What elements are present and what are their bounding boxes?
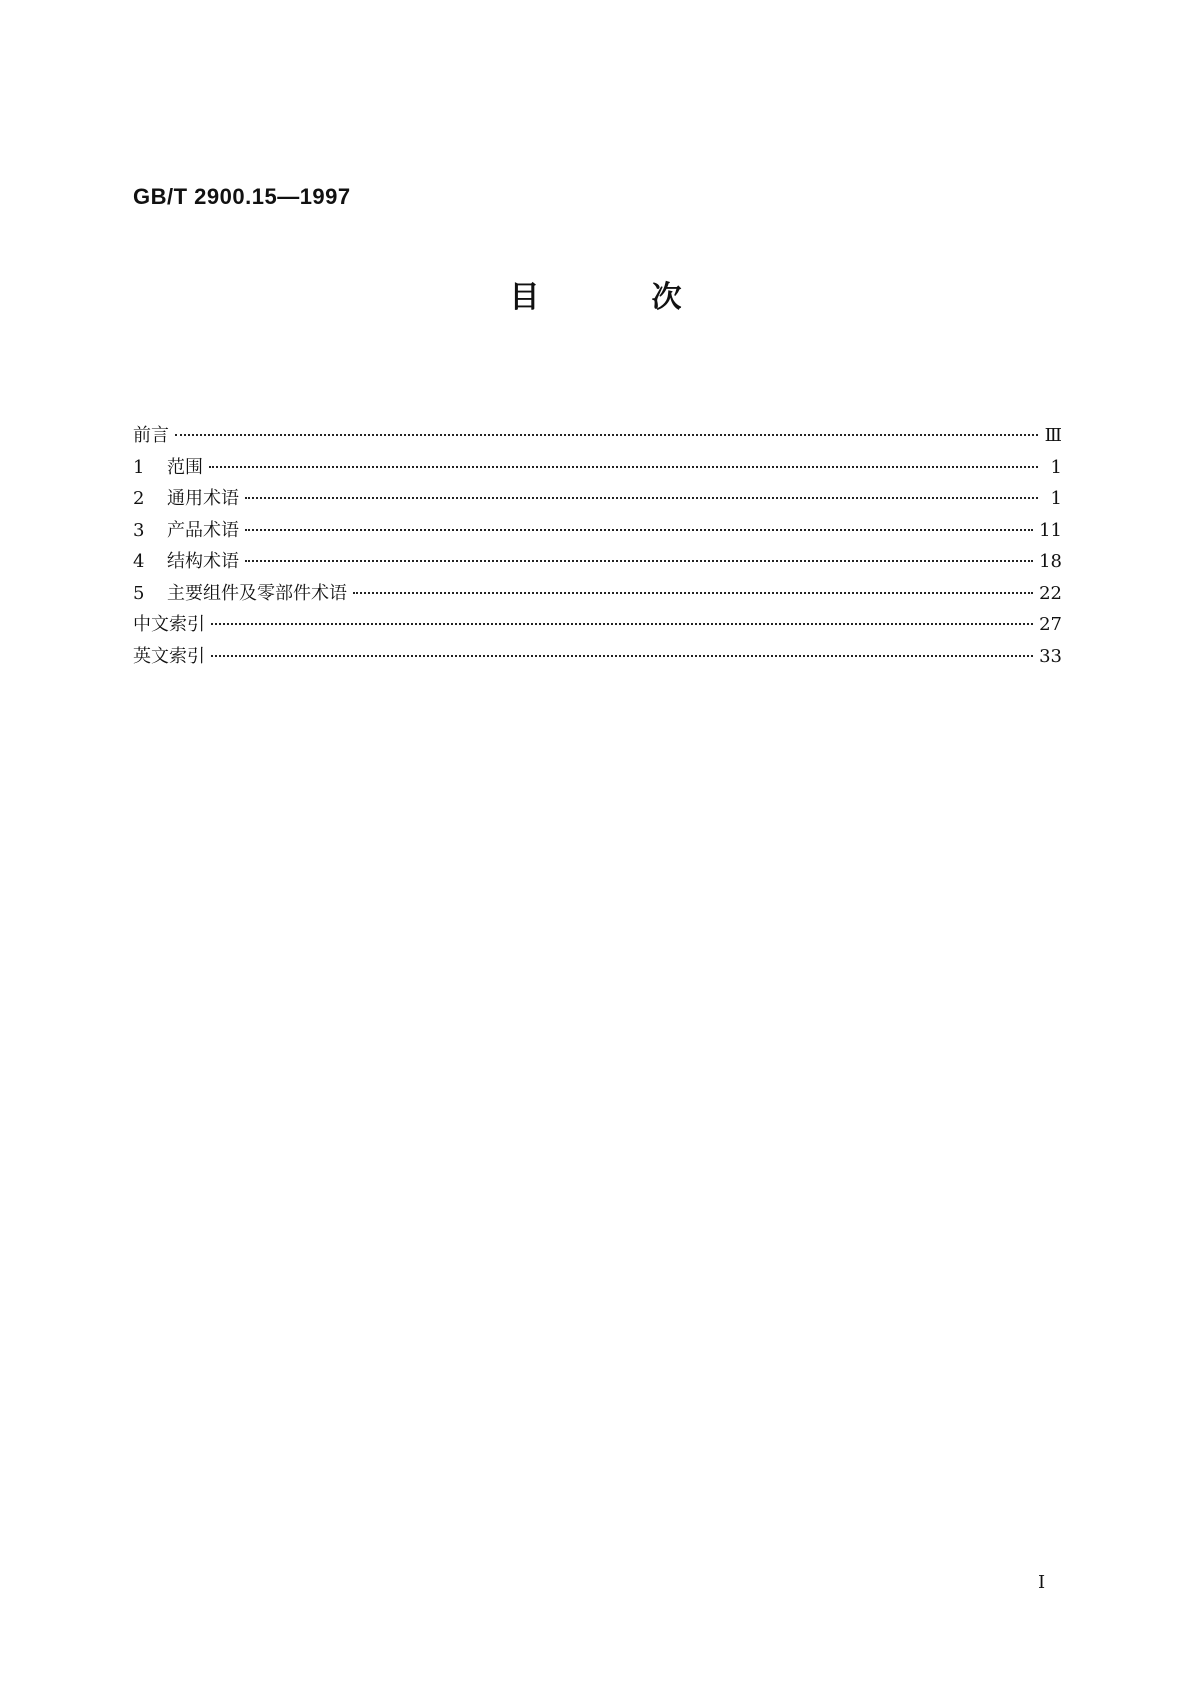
toc-entry-page: 27 bbox=[1039, 614, 1062, 635]
toc-dot-leader bbox=[245, 529, 1033, 531]
toc-entry-label: 产品术语 bbox=[167, 519, 239, 541]
toc-dot-leader bbox=[175, 434, 1038, 436]
toc-dot-leader bbox=[245, 560, 1033, 562]
toc-entry-label: 英文索引 bbox=[133, 645, 205, 667]
toc-entry-label: 中文索引 bbox=[133, 614, 205, 635]
page-title-char-2: 次 bbox=[651, 280, 682, 315]
toc-entry-component-terms[interactable] bbox=[133, 582, 1062, 614]
toc-entry-number: 3 bbox=[133, 519, 145, 541]
toc-dot-leader bbox=[353, 592, 1033, 594]
toc-entry-page: 1 bbox=[1050, 456, 1062, 478]
toc-dot-leader bbox=[211, 655, 1033, 657]
toc-entry-number: 1 bbox=[133, 456, 145, 478]
toc-entry-page: 11 bbox=[1039, 519, 1062, 541]
toc-entry-page: 18 bbox=[1039, 551, 1062, 572]
toc-entry-page: 22 bbox=[1039, 582, 1062, 604]
toc-entry-structure-terms[interactable] bbox=[133, 550, 1062, 582]
toc-entry-label: 主要组件及零部件术语 bbox=[167, 582, 347, 604]
toc-dot-leader bbox=[245, 497, 1038, 499]
toc-entry-label: 通用术语 bbox=[167, 488, 239, 509]
toc-entry-general-terms[interactable] bbox=[133, 487, 1062, 519]
toc-entry-page: Ⅲ bbox=[1044, 425, 1062, 446]
toc-entry-english-index[interactable] bbox=[133, 645, 1062, 677]
toc-entry-number: 5 bbox=[133, 582, 145, 604]
page-folio: I bbox=[1038, 1572, 1046, 1593]
toc-dot-leader bbox=[209, 466, 1038, 468]
page-title-char-1: 目 bbox=[509, 280, 540, 315]
page-title bbox=[0, 280, 1191, 316]
standard-number: GB/T 2900.15—1997 bbox=[133, 184, 351, 209]
toc-entry-label: 前言 bbox=[133, 425, 169, 446]
toc-entry-label: 范围 bbox=[167, 456, 203, 478]
toc-dot-leader bbox=[211, 623, 1033, 625]
toc-entry-page: 33 bbox=[1039, 645, 1062, 667]
toc-entry-label: 结构术语 bbox=[167, 551, 239, 572]
toc-entry-page: 1 bbox=[1050, 488, 1062, 509]
toc-entry-chinese-index[interactable] bbox=[133, 613, 1062, 645]
toc-entry-scope[interactable] bbox=[133, 456, 1062, 488]
toc-entry-product-terms[interactable] bbox=[133, 519, 1062, 551]
toc-entry-foreword[interactable] bbox=[133, 424, 1062, 456]
toc-entry-number: 2 bbox=[133, 488, 145, 509]
table-of-contents bbox=[133, 424, 1062, 676]
toc-entry-number: 4 bbox=[133, 551, 145, 572]
